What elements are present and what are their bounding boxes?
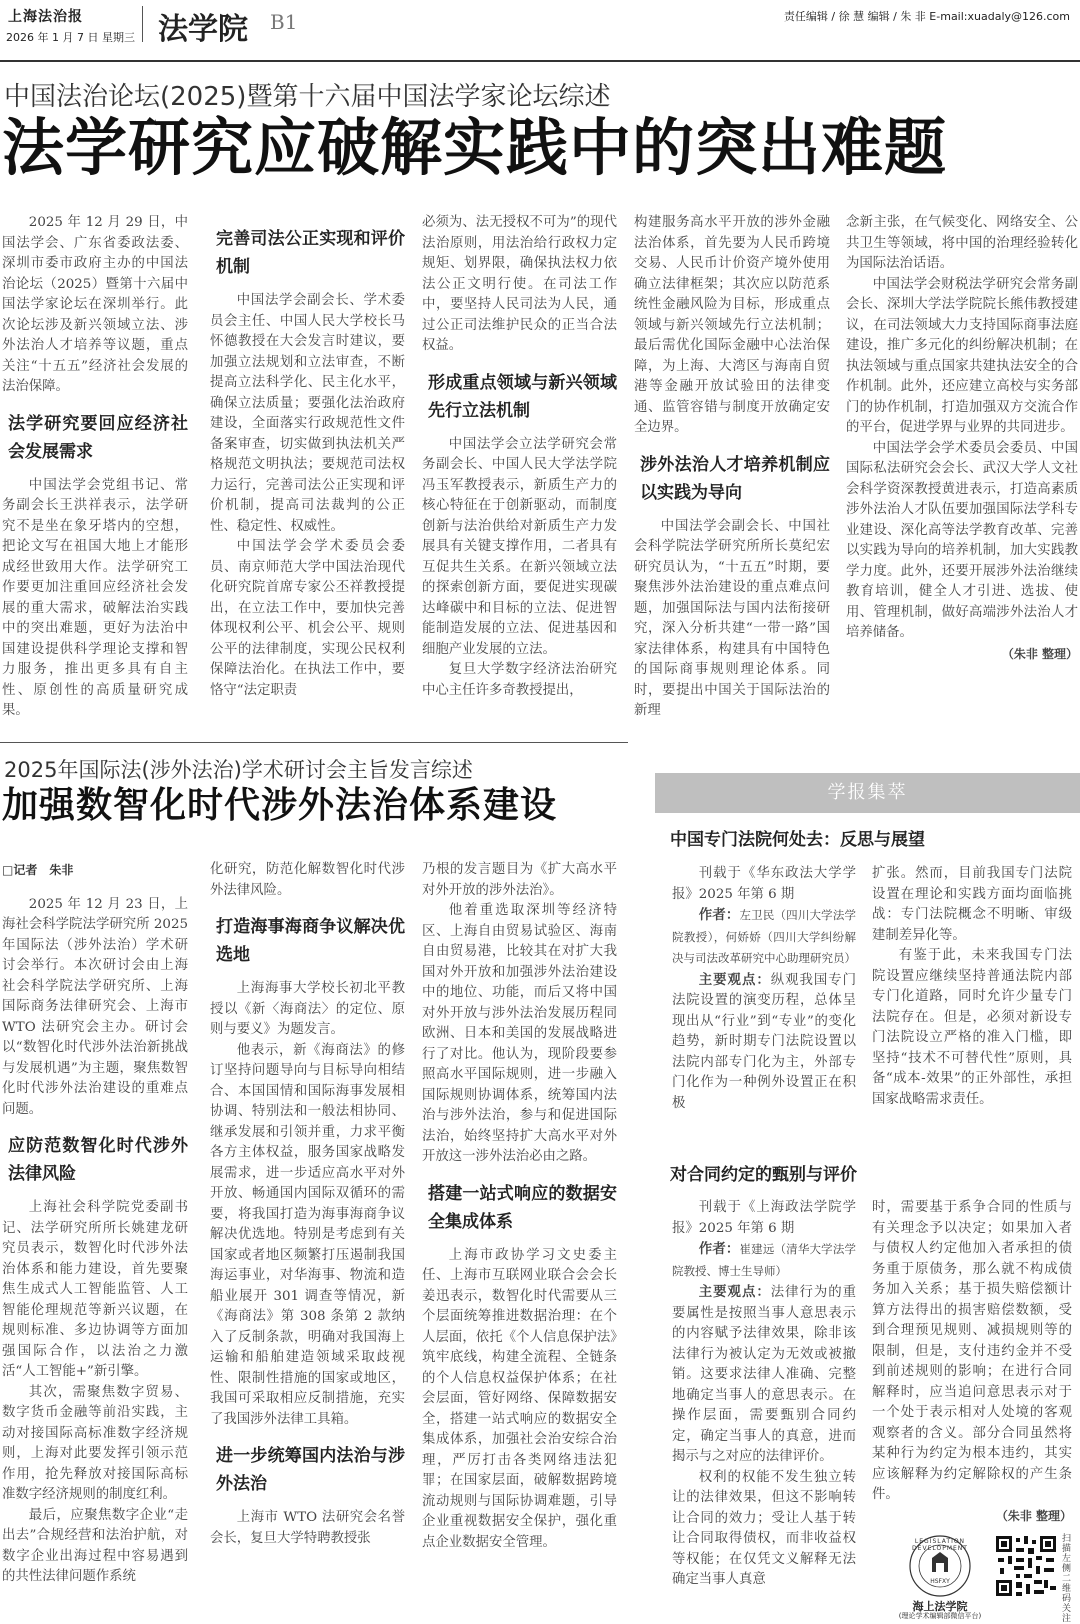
paragraph: 中国法学会副会长、中国社会科学院法学研究所所长莫纪宏研究员认为，“十五五”时期，要聚焦涉外法治建设的重点难点问题，加强国际法与国内法衔接研究，深入分析共建“一带一路”国家法律体系，构建具有中国特色的国际商事规则理论体系。同时，要提出中国关于国际法治的新理 <box>634 518 830 718</box>
paragraph: 中国法学会学术委员会委员、南京师范大学中国法治现代化研究院首席专家公丕祥教授提出，在立法工作中，要加快完善体现权利公平、机会公平、规则公平的法律制度，实现公民权利保障法治化。在执法工作中，要恪守“法定职责 <box>210 539 405 698</box>
paragraph: 扩张。然而，目前我国专门法院设置在理论和实践方面均面临挑战：专门法院概念不明晰、审级建制差异化等。 <box>872 866 1072 943</box>
paragraph: 上海市政协学习文史委主任、上海市互联网业联合会会长姜迅表示，数智化时代需要从三个层面统筹推进数据治理：在个人层面，依托《个人信息保护法》筑牢底线，构建全流程、全链条的个人信息权益保护体系；在社会层面，管好网络、保障数据安全，搭建一站式响应的数据安全集成体系，加强社会治安综合治理，严厉打击各类网络违法犯罪；在国家层面，破解数据跨境流动规则与国际协调难题，引导企业重视数据安全保护，强化重点企业数据安全管理。 <box>422 1247 617 1550</box>
paragraph: 权利的权能不发生独立转让的法律效果，但这不影响转让合同的效力；受让人基于转让合同取得债权，而非收益权等权能；在仅凭文义解释无法确定当事人真意 <box>672 1469 856 1587</box>
paragraph: 他表示，新《海商法》的修订坚持问题导向与目标导向相结合、本国国情和国际海事发展相协调、特别法和一般法相协同、继承发展和引领并重，力求平衡各方主体权益，服务国家战略发展需求，进一步适应高水平对外开放、畅通国内国际双循环的需要，将我国打造为海事海商争议解决优选地。特别是考虑到有关国家或者地区频繁打压遏制我国海运事业，对华海事、物流和造船业展开 301 调查等情况，新《海商法》第 308 条第 2 款纳入了反制条款，明确对我国海上运输和船舶建造领域采取歧视性、限制性措施的国家或地区，我国可采取相应反制措施，充实了我国涉外法律工具箱。 <box>210 1042 405 1427</box>
paragraph: 2025 年 12 月 23 日，上海社会科学院法学研究所 2025 年国际法（涉外法治）学术研讨会举行。本次研讨会由上海社会科学院法学研究所、上海国际商务法律研究会、上海市 WTO 法研究会主办。研讨会以“数智化时代涉外法治新挑战与发展机遇”为主题，聚焦数智化时代涉外法治建设的重难点问题。 <box>2 896 188 1117</box>
compiler-signature: （朱非 整理） <box>1001 646 1078 661</box>
article1-kicker: 中国法治论坛(2025)暨第十六届中国法学家论坛综述 <box>4 82 611 112</box>
paragraph: 复旦大学数字经济法治研究中心主任许多奇教授提出， <box>422 662 617 698</box>
paragraph: 上海市 WTO 法研究会名誉会长，复旦大学特聘教授张 <box>210 1510 405 1546</box>
article1-column-5 <box>846 213 1078 729</box>
main-view: 纵观我国专门法院设置的演变历程，总体呈现出从“行业”到“专业”的变化趋势，新时期专门法院设置以法院内部专门化为主，外部专门化作为一种例外设置正在积极 <box>672 972 856 1111</box>
source: 刊载于《华东政法大学学报》2025 年第 6 期 <box>672 866 856 902</box>
paragraph: 他着重选取深圳等经济特区、上海自由贸易试验区、海南自由贸易港，比较其在对扩大我国对外开放和加强涉外法治建设中的地位、功能，而后又将中国对外开放与涉外法治发展历程同欧洲、日本和美国的发展战略进行了对比。他认为，现阶段要参照高水平国际规则，进一步融入国际规则协调体系，统筹国内法治与涉外法治，参与和促进国际法治，始终坚持扩大高水平对外开放这一涉外法治必由之路。 <box>422 903 617 1164</box>
institute-name: 海上法学院 <box>912 1600 968 1613</box>
sidebar-item1-column-1 <box>672 864 856 1134</box>
paragraph: 中国法学会立法学研究会常务副会长、中国人民大学法学院冯玉军教授表示，新质生产力的核心特征在于创新驱动，而制度创新与法治供给对新质生产力发展具有关键支撑作用，二者具有互促共生关系。在新兴领域立法的探索创新方面，要促进实现碳达峰碳中和目标的立法、促进智能制造发展的立法、促进基因和细胞产业发展的立法。 <box>422 436 617 657</box>
editor-credits: 责任编辑 / 徐 慧 编辑 / 朱 非 E-mail:xuadaly@126.com <box>783 10 1070 23</box>
compiler-signature: （朱非 整理） <box>995 1508 1072 1523</box>
paragraph: 其次，需聚焦数字贸易、数字货币金融等前沿实践，主动对接国际高标准数字经济规则，上海对此要发挥引领示范作用，抢先释放对接国际高标准数字经济规则的制度红利。 <box>2 1384 188 1502</box>
sidebar-item1-column-2 <box>872 864 1072 1134</box>
sidebar-item2-title: 对合同约定的甄别与评价 <box>670 1165 857 1185</box>
article1-column-1 <box>2 213 188 729</box>
article2-column-2 <box>210 860 405 1620</box>
newspaper-logo: 上海法治报 <box>8 9 83 25</box>
subheading: 形成重点领域与新兴领域先行立法机制 <box>428 372 617 421</box>
main-view: 法律行为的重要属性是按照当事人意思表示的内容赋予法律效果，除非该法律行为被认定为无效或被撤销。这要求法律人准确、完整地确定当事人的意思表示。在操作层面，需要甄别合同约定，确定当事人的真意，进而揭示与之对应的法律评价。 <box>672 1285 856 1464</box>
paragraph: 上海社会科学院党委副书记、法学研究所所长姚建龙研究员表示，数智化时代涉外法治体系和能力建设，首先要聚焦生成式人工智能监管、人工智能伦理规范等新兴议题，在规则标准、多边协调等方面加强国际合作，以法治之力激活“人工智能+”新引擎。 <box>2 1200 188 1379</box>
header-divider <box>142 6 143 42</box>
paragraph: 上海海事大学校长初北平教授以《新〈海商法〉的定位、原则与要义》为题发言。 <box>210 981 405 1037</box>
qr-code-icon <box>994 1534 1058 1598</box>
paragraph: 中国法学会财税法学研究会常务副会长、深圳大学法学院院长熊伟教授建议，在司法领域大力支持国际商事法庭建设，推广多元化的纠纷解决机制；在执法领域与重点国家共建执法安全的合作机制。此外，还应建立高校与实务部门的协作机制，打造加强双方交流合作的平台，促进学界与业界的共同进步。 <box>846 276 1078 435</box>
article2-rule <box>0 742 628 743</box>
article2-column-3 <box>422 860 617 1620</box>
paragraph: 乃根的发言题目为《扩大高水平对外开放的涉外法治》。 <box>422 862 617 898</box>
issue-date: 2026 年 1 月 7 日 星期三 <box>6 31 135 44</box>
sidebar-band: 学报集萃 <box>655 773 1080 813</box>
seal-sub-text: HSFXY <box>930 1578 950 1585</box>
institute-logo <box>892 1532 988 1620</box>
section-title: 法学院 <box>158 12 248 47</box>
paragraph: 2025 年 12 月 29 日，中国法学会、广东省委政法委、深圳市委市政府主办的中国法治论坛（2025）暨第十六届中国法学家论坛在深圳举行。此次论坛涉及新兴领域立法、涉外法治人才培养等议题，重点关注“十五五”经济社会发展的法治保障。 <box>2 215 188 394</box>
author-label: 作者： <box>698 1241 740 1257</box>
paragraph: 中国法学会党组书记、常务副会长王洪祥表示，法学研究不是坐在象牙塔内的空想，把论文写在祖国大地上才能形成经世致用大作。法学研究工作要更加注重回应经济社会发展的重大需求，破解法治实践中的突出难题，更好为法治中国建设提供科学理论支撑和智力服务，推出更多具有自主性、原创性的高质量研究成果。 <box>2 477 188 718</box>
article1-column-4 <box>634 213 830 729</box>
article2-column-1 <box>2 860 188 1620</box>
seal-ring-text: LEGISLATION DEVELOPMENT <box>912 1538 968 1552</box>
subheading: 完善司法公正实现和评价机制 <box>216 229 405 277</box>
paragraph: 中国法学会学术委员会委员、中国国际私法研究会会长、武汉大学人文社会科学资深教授黄进表示，打造高素质涉外法治人才队伍要加强国际法学科专业建设、深化高等法学教育改革、完善以实践为导向的培养机制，加大实践教学力度。此外，还要开展涉外法治继续教育培训，健全人才引进、选拔、使用、管理机制，做好高端涉外法治人才培养储备。 <box>846 440 1078 640</box>
qr-code[interactable] <box>994 1534 1058 1598</box>
subheading: 应防范数智化时代涉外法律风险 <box>8 1136 188 1184</box>
subheading: 涉外法治人才培养机制应以实践为导向 <box>640 454 830 503</box>
page-number: B1 <box>270 10 298 34</box>
paragraph: 必须为、法无授权不可为”的现代法治原则，用法治给行政权力定规矩、划界限，确保执法权力依法公正文明行使。在司法工作中，要坚持人民司法为人民，通过公正司法维护民众的正当合法权益。 <box>422 215 617 353</box>
subheading: 打造海事海商争议解决优选地 <box>216 917 405 965</box>
byline: □记者 朱非 <box>2 863 74 877</box>
paragraph: 化研究，防范化解数智化时代涉外法律风险。 <box>210 862 405 898</box>
author: 左卫民（四川大学法学院教授），何娇娇（四川大学纠纷解决与司法改革研究中心助理研究员） <box>672 908 856 965</box>
subheading: 搭建一站式响应的数据安全集成体系 <box>428 1183 617 1232</box>
institute-desc: (理论学术编辑部微信平台) <box>898 1612 982 1620</box>
paragraph: 最后，应聚焦数字企业“走出去”合规经营和法治护航，对数字企业出海过程中容易遇到的共性法律问题作系统 <box>2 1507 188 1584</box>
subheading: 进一步统筹国内法治与涉外法治 <box>216 1446 405 1494</box>
article2-headline: 加强数智化时代涉外法治体系建设 <box>2 785 558 826</box>
author-label: 作者： <box>698 907 740 923</box>
article2-kicker: 2025年国际法(涉外法治)学术研讨会主旨发言综述 <box>4 758 473 782</box>
paragraph: 构建服务高水平开放的涉外金融法治体系，首先要为人民币跨境交易、人民币计价资产境外使用确立法律框架；其次应以防范系统性金融风险为目标，形成重点领域与新兴领域先行立法机制；最后需优化国际金融中心法治保障，为上海、大湾区与海南自贸港等金融开放试验田的法律变通、监管容错与制度开放确定安全边界。 <box>634 215 830 435</box>
paragraph: 中国法学会副会长、学术委员会主任、中国人民大学校长马怀德教授在大会发言时建议，要加强立法规划和立法审查，不断提高立法科学化、民主化水平，确保立法质量；要强化法治政府建设，全面落实行政规范性文件备案审查，切实做到执法机关严格规范文明执法；要规范司法权力运行，完善司法公正实现和评价机制，提高司法裁判的公正性、稳定性、权威性。 <box>210 293 405 534</box>
view-label: 主要观点： <box>698 1284 771 1300</box>
paragraph: 时，需要基于系争合同的性质与有关理念予以决定；如果加入者与债权人约定他加入者承担的债务重于原债务，那么就不构成债务加入关系；基于损失赔偿额计算方法得出的损害赔偿数额，受到合理预见规则、减损规则等的限制，但是，支付违约金并不受到前述规则的影响；在进行合同解释时，应当追问意思表示对于一个处于表示相对人处境的客观观察者的含义。部分合同虽然将某种行为约定为根本违约，其实应该解释为约定解除权的产生条件。 <box>872 1200 1072 1502</box>
article1-headline: 法学研究应破解实践中的突出难题 <box>2 111 948 184</box>
article1-column-2 <box>210 213 405 729</box>
author: 崔建远（清华大学法学院教授、博士生导师） <box>672 1242 856 1278</box>
paragraph: 念新主张，在气候变化、网络安全、公共卫生等领域，将中国的治理经验转化为国际法治话语。 <box>846 215 1078 271</box>
paragraph: 有鉴于此，未来我国专门法院设置应继续坚持普通法院内部专门化道路，同时允许少量专门法院存在。但是，必须对新设专门法院设立严格的准入门槛，即坚持“技术不可替代性”原则，具备“成本-效果”的正外部性，承担国家战略需求责任。 <box>872 948 1072 1107</box>
header-rule <box>0 60 1080 62</box>
qr-caption: 扫描左侧二维码关注 <box>1062 1534 1072 1624</box>
source: 刊载于《上海政法学院学报》2025 年第 6 期 <box>672 1200 856 1236</box>
subheading: 法学研究要回应经济社会发展需求 <box>8 413 188 462</box>
sidebar-item1-title: 中国专门法院何处去：反思与展望 <box>670 830 925 850</box>
article1-column-3 <box>422 213 617 729</box>
sidebar-item2-column-1 <box>672 1198 856 1622</box>
sidebar-item2-column-2 <box>872 1198 1072 1526</box>
view-label: 主要观点： <box>698 971 771 988</box>
